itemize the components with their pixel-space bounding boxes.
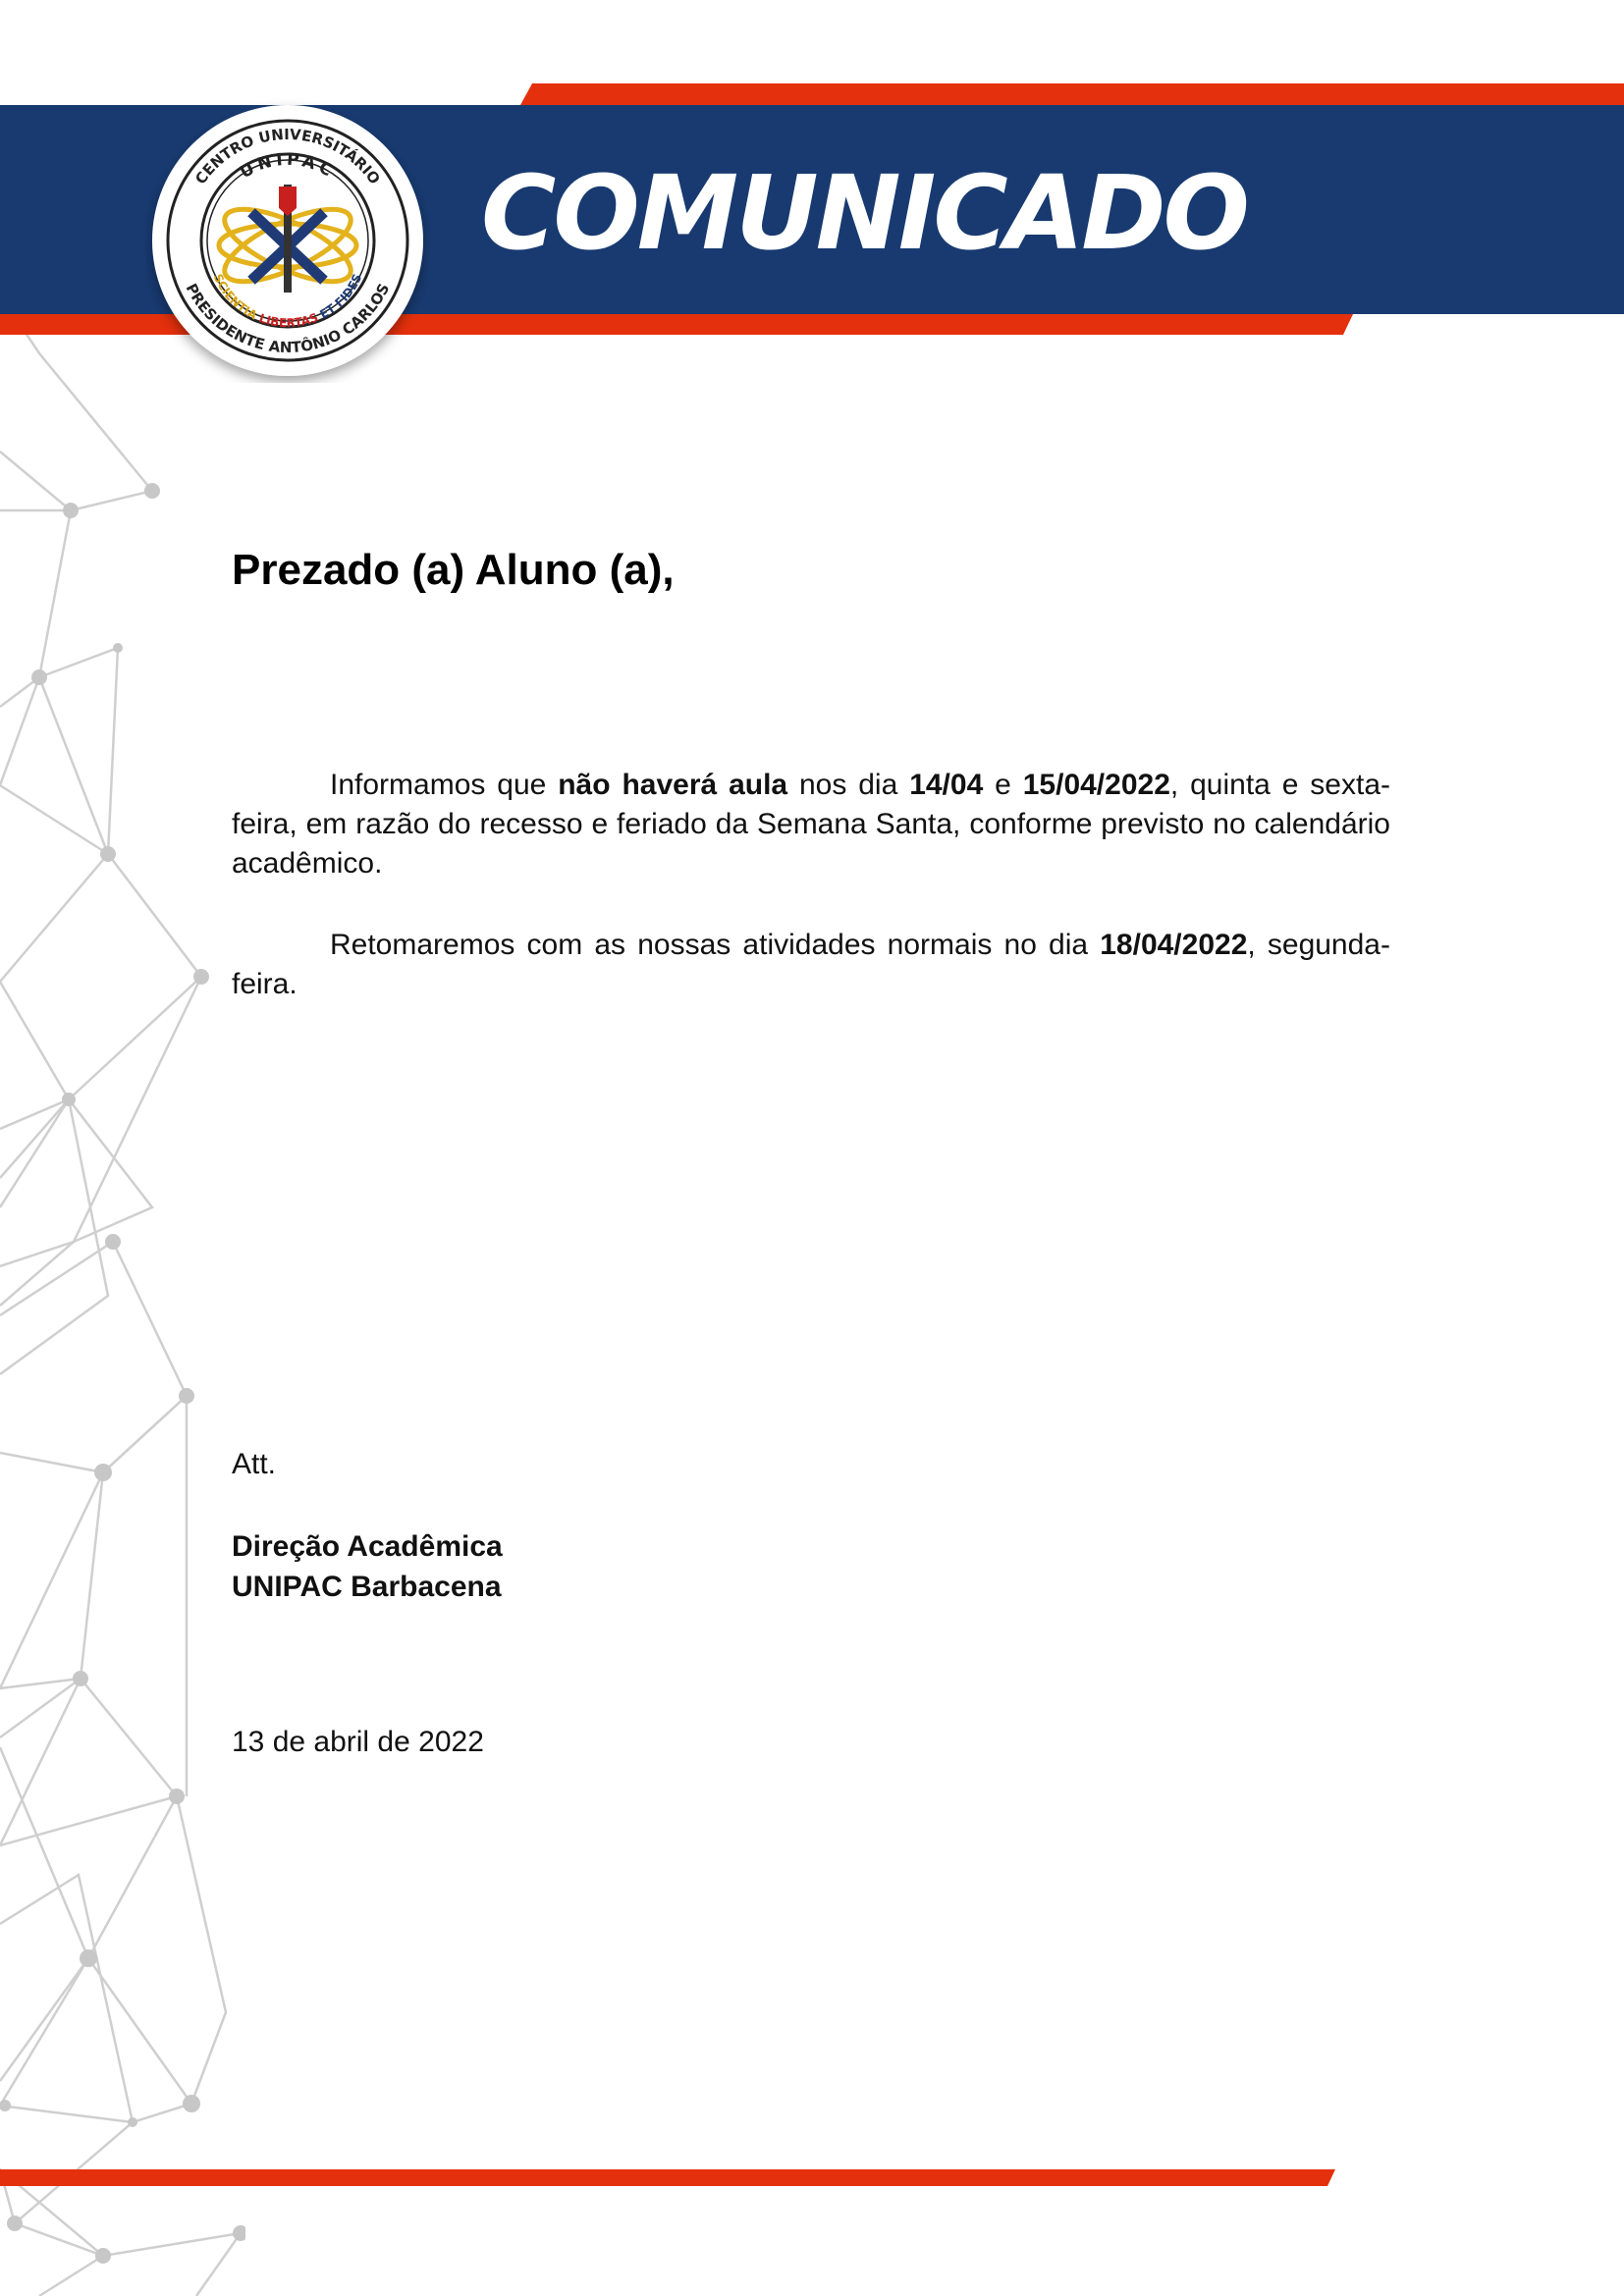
paragraph-1-text-a: Informamos que [330, 769, 559, 801]
page-title: COMUNICADO [481, 153, 1247, 273]
letter-signature [232, 1526, 1390, 1607]
signature-institution: UNIPAC Barbacena [232, 1571, 502, 1603]
letter-paragraph-1 [232, 766, 1390, 883]
seal-motto-left: SCIENTIA [210, 271, 260, 323]
paragraph-1-bold-date-1: 14/04 [909, 769, 984, 801]
unipac-seal-logo [145, 98, 430, 383]
letter-date: 13 de abril de 2022 [232, 1726, 484, 1758]
seal-bottom-text: PRESIDENTE ANTÔNIO CARLOS [182, 280, 394, 357]
paragraph-2-bold-date: 18/04/2022 [1100, 929, 1248, 961]
footer-red-stripe [0, 2169, 1335, 2186]
paragraph-1-text-b: nos dia [787, 769, 910, 801]
paragraph-2-text-a: Retomaremos com as nossas atividades normais no dia [330, 929, 1101, 961]
paragraph-1-bold-date-2: 15/04/2022 [1022, 769, 1170, 801]
letter-greeting: Prezado (a) Aluno (a), [232, 546, 675, 594]
paragraph-1-text-c: e [983, 769, 1023, 801]
header-red-stripe-top [520, 83, 1624, 105]
seal-motto-right: ET FIDES [317, 271, 365, 322]
letter-paragraph-2 [232, 926, 1390, 1004]
paragraph-1-text-d: , quinta e sexta-feira, em razão do recesso e feriado da Semana Santa, conforme previsto no calendário acadêmico. [232, 769, 1391, 880]
seal-name-text: UNIPAC [237, 149, 340, 184]
paragraph-2-text-b: , segunda-feira. [232, 929, 1390, 1000]
seal-top-text: CENTRO UNIVERSITÁRIO [191, 125, 384, 188]
letter-closing: Att. [232, 1448, 277, 1480]
signature-department: Direção Acadêmica [232, 1530, 503, 1563]
seal-motto-center: LIBERTAS [257, 310, 320, 331]
paragraph-1-bold-no-class: não haverá aula [558, 769, 788, 801]
